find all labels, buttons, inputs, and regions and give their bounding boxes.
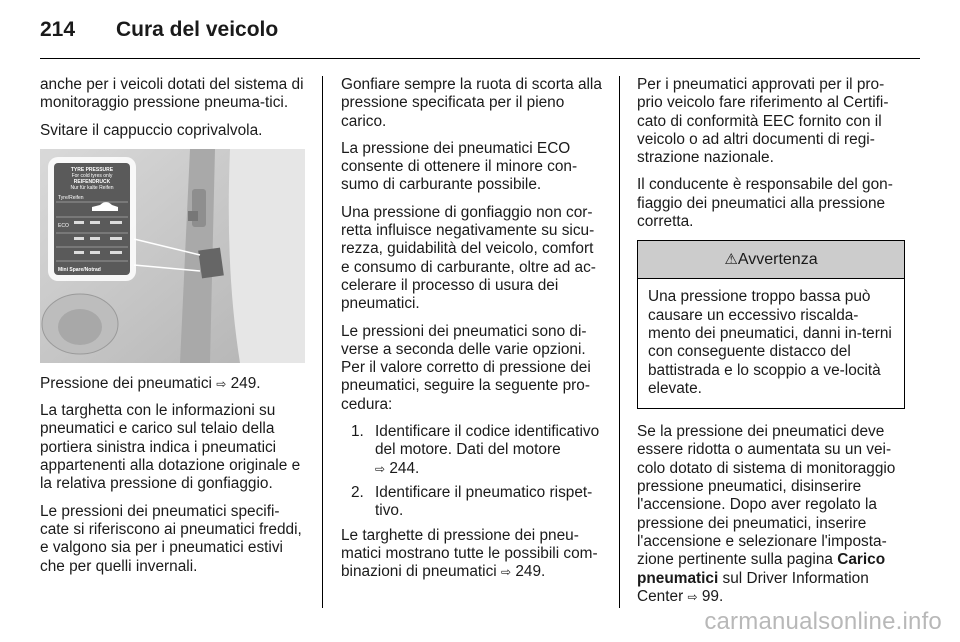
label-row: Mini Spare/Notrad: [58, 266, 101, 273]
label-row: ECO: [58, 222, 69, 229]
menu-name: Carico pneumatici: [637, 551, 886, 587]
list-item: 1. Identificare il codice identificativo del motore. Dati del motore ⇨ 244.: [351, 423, 600, 477]
label-line: TYRE PRESSURE: [70, 166, 114, 173]
page-reference[interactable]: 249.: [230, 374, 261, 392]
paragraph: Se la pressione dei pneumatici deve essere ridotta o aumentata su un vei-colo dotato di sistema di monitoraggio pressione pneumatici, disinserire l'accensione. Dopo aver regolato la pressione dei pneumatici, inserire l'accensione e selezionare l'imposta-zione pertinente sulla pagina Carico pneumatici sul Driver Information Center ⇨ 99.: [637, 423, 896, 605]
paragraph: Svitare il cappuccio coprivalvola.: [40, 121, 263, 139]
page-reference-icon: ⇨: [687, 589, 698, 604]
paragraph: anche per i veicoli dotati del sistema di monitoraggio pressione pneuma-tici.: [40, 76, 304, 112]
paragraph: Il conducente è responsabile del gon-fiaggio dei pneumatici alla pressione corretta.: [637, 176, 893, 231]
page-title: Cura del veicolo: [116, 18, 279, 41]
page-reference-icon: ⇨: [501, 565, 512, 580]
column-3: [637, 76, 905, 615]
page-reference-icon: ⇨: [216, 376, 227, 391]
step-number: 2.: [351, 483, 364, 501]
warning-title: Avvertenza: [737, 251, 818, 269]
paragraph: Pressione dei pneumatici ⇨ 249.: [40, 374, 261, 392]
door-frame-illustration: [40, 149, 305, 363]
paragraph: Gonfiare sempre la ruota di scorta alla pressione specificata per il pieno carico.: [341, 76, 602, 130]
page-reference-icon: ⇨: [375, 461, 386, 476]
column-divider: [619, 76, 620, 608]
page-reference[interactable]: 99.: [701, 587, 724, 605]
warning-body: Una pressione troppo bassa può causare un eccessivo riscalda-mento dei pneumatici, danni in-terni con conseguente distacco del battistrada e lo scoppio a ve-locità elevate.: [648, 288, 892, 397]
label-line: Nur für kalte Reifen: [70, 184, 114, 191]
warning-header: [638, 241, 904, 279]
page-header: [40, 18, 920, 58]
tyre-pressure-label-figure: [40, 149, 305, 363]
warning-box: [637, 240, 905, 409]
step-number: 1.: [351, 423, 364, 441]
header-rule: [40, 58, 920, 59]
warning-triangle-icon: ⚠: [724, 250, 738, 269]
paragraph: La targhetta con le informazioni su pneumatici e carico sul telaio della portiera sinistra indica i pneumatici appartenenti alla dotazione originale e la relativa pressione di gonfiaggio.: [40, 402, 301, 493]
list-item: 2. Identificare il pneumatico rispet-tivo.: [351, 483, 593, 520]
paragraph: Le pressioni dei pneumatici sono di-verse a seconda delle varie opzioni. Per il valore corretto di pressione dei pneumatici, seguire la seguente pro-cedura:: [341, 322, 591, 413]
paragraph: La pressione dei pneumatici ECO consente di ottenere il minore con-sumo di carburante possibile.: [341, 139, 578, 194]
paragraph: Le targhette di pressione dei pneu-matici mostrano tutte le possibili com-binazioni di pneumatici ⇨ 249.: [341, 526, 598, 581]
page-number: 214: [40, 18, 76, 41]
column-2: [341, 76, 606, 590]
paragraph: Una pressione di gonfiaggio non cor-retta influisce negativamente su sicu-rezza, guidabilità del veicolo, comfort e consumo di carburante, oltre ad ac-celerare il processo di usura dei pneumatici.: [341, 203, 596, 313]
watermark: carmanualsonline.info: [704, 608, 942, 635]
label-line: For cold tyres only: [71, 172, 113, 179]
paragraph: Per i pneumatici approvati per il pro-prio veicolo fare riferimento al Certifi-cato di conformità EEC fornito con il veicolo o ad altri documenti di regi-strazione nazionale.: [637, 76, 889, 167]
label-line: REIFENDRUCK: [73, 178, 111, 185]
label-line: Tyre/Reifen: [58, 194, 84, 201]
page-reference[interactable]: 244.: [389, 459, 420, 477]
column-divider: [322, 76, 323, 608]
page-reference[interactable]: 249.: [515, 563, 546, 581]
paragraph: Le pressioni dei pneumatici specifi-cate si riferiscono ai pneumatici freddi, e valgono sia per i pneumatici estivi che per quelli invernali.: [40, 502, 302, 575]
column-1: [40, 76, 305, 585]
